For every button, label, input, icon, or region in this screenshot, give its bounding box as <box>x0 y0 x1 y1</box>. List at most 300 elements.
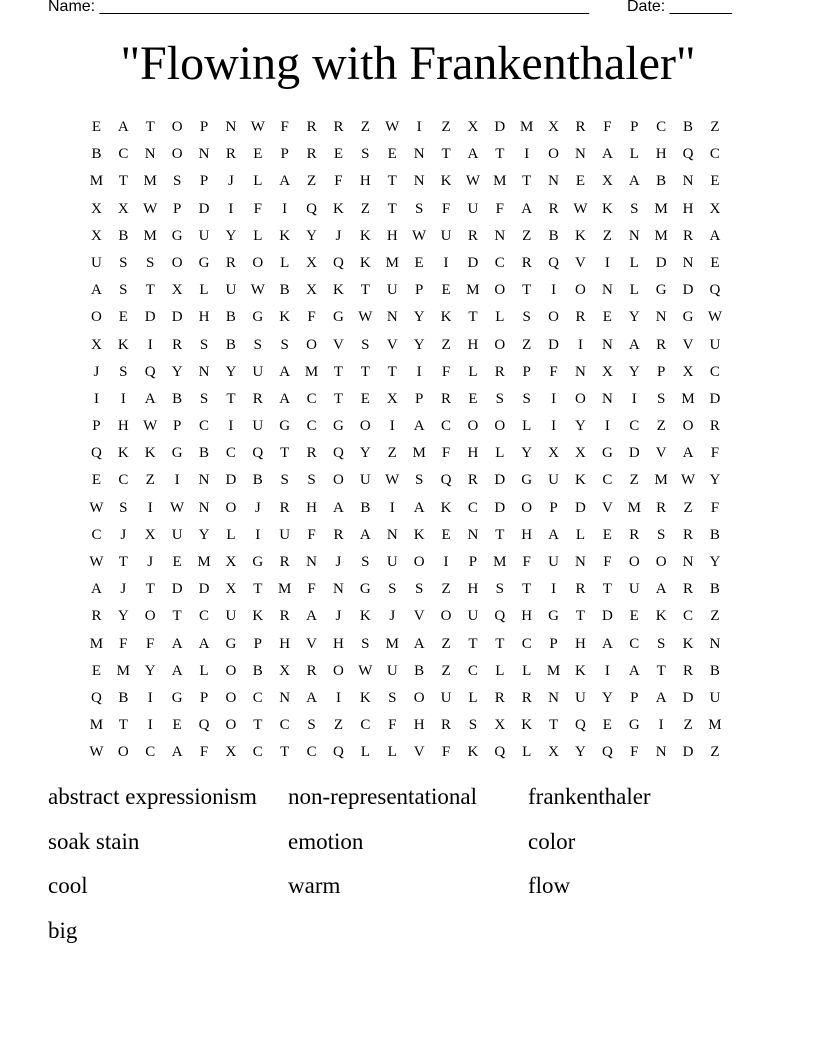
grid-letter: H <box>279 635 291 652</box>
grid-letter: X <box>225 554 237 570</box>
grid-letter: N <box>655 309 667 326</box>
grid-letter: Q <box>575 717 586 734</box>
grid-letter: Y <box>198 526 210 543</box>
grid-letter: W <box>170 499 185 516</box>
grid-letter: N <box>306 554 317 570</box>
grid-letter: P <box>172 418 182 435</box>
grid-letter: I <box>577 336 583 353</box>
grid-letter: N <box>575 554 586 570</box>
grid-letter: R <box>279 608 290 625</box>
grid-letter: T <box>360 282 370 299</box>
grid-letter: K <box>359 254 371 271</box>
grid-letter: X <box>575 445 586 462</box>
grid-letter: F <box>441 445 451 462</box>
grid-letter: U <box>575 689 586 706</box>
grid-letter: L <box>522 744 532 761</box>
grid-letter: T <box>522 581 532 598</box>
grid-letter: D <box>709 390 721 407</box>
grid-letter: N <box>709 635 721 652</box>
grid-letter: R <box>683 227 694 244</box>
grid-letter: N <box>575 146 586 163</box>
grid-letter: N <box>333 581 344 598</box>
grid-letter: S <box>656 390 666 407</box>
grid-letter: M <box>493 554 507 570</box>
grid-letter: O <box>628 554 640 570</box>
grid-letter: J <box>335 227 342 244</box>
grid-letter: C <box>360 717 371 734</box>
grid-letter: K <box>440 499 452 516</box>
grid-letter: R <box>252 390 263 407</box>
grid-letter: S <box>280 336 289 353</box>
grid-letter: L <box>629 146 639 163</box>
grid-letter: E <box>253 146 263 163</box>
grid-letter: L <box>522 662 532 679</box>
grid-letter: N <box>413 173 425 190</box>
grid-letter: B <box>683 119 694 135</box>
grid-letter: O <box>467 418 479 435</box>
grid-letter: R <box>629 526 640 543</box>
grid-letter: J <box>335 608 342 625</box>
grid-letter: A <box>359 526 371 543</box>
grid-letter: O <box>225 717 237 734</box>
grid-letter: H <box>333 635 344 652</box>
grid-letter: A <box>171 662 183 679</box>
grid-letter: T <box>226 390 236 407</box>
grid-letter: L <box>629 282 639 299</box>
grid-letter: W <box>680 472 696 489</box>
grid-letter: E <box>629 608 639 625</box>
grid-letter: Q <box>198 717 210 734</box>
grid-letter: F <box>307 526 316 543</box>
grid-letter: R <box>494 363 505 380</box>
grid-letter: E <box>172 554 182 570</box>
grid-letter: N <box>386 309 398 326</box>
grid-letter: Q <box>440 472 452 489</box>
grid-letter: W <box>385 119 400 135</box>
date-line: Date: _______ <box>627 0 732 15</box>
grid-letter: O <box>91 309 102 326</box>
grid-letter: U <box>440 227 452 244</box>
grid-letter: R <box>333 526 344 543</box>
grid-letter: T <box>280 445 290 462</box>
grid-letter: O <box>333 472 344 489</box>
grid-letter: D <box>548 336 559 353</box>
grid-letter: U <box>252 363 264 380</box>
grid-letter: A <box>91 282 102 299</box>
grid-letter: G <box>333 309 344 326</box>
grid-letter: I <box>443 554 449 570</box>
grid-letter: D <box>171 309 183 326</box>
grid-letter: Z <box>145 472 155 489</box>
grid-letter: M <box>493 173 507 190</box>
grid-letter: J <box>147 554 154 570</box>
grid-letter: H <box>359 173 371 190</box>
grid-letter: V <box>333 336 344 353</box>
grid-letter: K <box>359 227 371 244</box>
grid-letter: S <box>119 282 128 299</box>
grid-letter: V <box>386 336 398 353</box>
grid-letter: T <box>172 608 182 625</box>
grid-letter: G <box>171 445 183 462</box>
grid-letter: P <box>199 119 209 135</box>
grid-letter: Y <box>144 662 156 679</box>
grid-letter: C <box>441 418 452 435</box>
grid-letter: F <box>441 744 451 761</box>
grid-letter: I <box>389 418 395 435</box>
grid-letter: W <box>89 744 104 761</box>
grid-letter: K <box>333 282 344 299</box>
grid-letter: Q <box>306 200 317 217</box>
grid-letter: J <box>93 363 100 380</box>
grid-letter: V <box>413 608 425 625</box>
grid-letter: S <box>414 200 424 217</box>
grid-letter: C <box>225 445 236 462</box>
grid-letter: E <box>710 173 720 190</box>
grid-letter: D <box>198 200 210 217</box>
grid-letter: A <box>601 146 613 163</box>
grid-letter: A <box>682 445 694 462</box>
grid-letter: O <box>171 146 183 163</box>
grid-letter: N <box>386 526 398 543</box>
word-list-item: non-representational <box>288 784 478 809</box>
grid-letter: G <box>601 445 613 462</box>
grid-letter: G <box>252 554 264 570</box>
grid-letter: P <box>253 635 262 652</box>
grid-letter: W <box>250 119 265 135</box>
word-list-item: emotion <box>288 828 364 854</box>
grid-letter: V <box>601 499 613 516</box>
grid-letter: W <box>89 554 104 570</box>
grid-letter: L <box>522 418 532 435</box>
grid-letter: G <box>252 309 264 326</box>
grid-letter: D <box>225 472 237 489</box>
grid-letter: M <box>520 119 534 135</box>
grid-letter: R <box>91 608 102 625</box>
grid-letter: N <box>413 146 425 163</box>
grid-letter: N <box>655 744 667 761</box>
grid-letter: D <box>198 581 210 598</box>
grid-letter: T <box>253 717 263 734</box>
grid-letter: T <box>145 119 155 135</box>
grid-letter: U <box>709 336 721 353</box>
grid-letter: T <box>333 390 344 407</box>
grid-letter: F <box>280 119 289 135</box>
grid-letter: Q <box>548 254 559 271</box>
grid-letter: G <box>333 418 344 435</box>
grid-letter: N <box>198 363 210 380</box>
grid-letter: H <box>386 227 398 244</box>
grid-letter: B <box>709 662 720 679</box>
grid-letter: H <box>655 146 667 163</box>
grid-letter: S <box>361 146 370 163</box>
grid-letter: F <box>119 635 128 652</box>
grid-letter: Z <box>710 608 720 625</box>
grid-letter: Z <box>522 227 532 244</box>
grid-letter: Y <box>306 227 317 244</box>
grid-letter: H <box>682 200 694 217</box>
grid-letter: L <box>495 445 505 462</box>
word-list-item: color <box>528 828 576 854</box>
grid-letter: X <box>144 526 156 543</box>
header <box>48 0 748 20</box>
grid-letter: F <box>495 200 504 217</box>
grid-letter: L <box>280 254 290 271</box>
grid-letter: A <box>655 689 667 706</box>
grid-letter: G <box>655 282 667 299</box>
grid-letter: Y <box>709 554 721 570</box>
grid-letter: K <box>252 608 264 625</box>
grid-letter: X <box>548 445 559 462</box>
grid-letter: U <box>386 282 398 299</box>
grid-letter: T <box>360 363 370 380</box>
grid-letter: R <box>172 336 183 353</box>
grid-letter: F <box>549 363 558 380</box>
grid-letter: D <box>144 309 156 326</box>
grid-letter: O <box>144 608 156 625</box>
grid-letter: T <box>602 581 612 598</box>
grid-letter: D <box>171 581 183 598</box>
grid-letter: C <box>709 363 720 380</box>
grid-letter: R <box>656 499 667 516</box>
grid-letter: L <box>199 282 209 299</box>
grid-letter: F <box>710 445 720 462</box>
grid-letter: W <box>385 472 400 489</box>
grid-letter: Z <box>629 472 639 489</box>
grid-letter: G <box>359 581 371 598</box>
grid-letter: T <box>118 554 128 570</box>
grid-letter: T <box>333 363 344 380</box>
grid-letter: H <box>521 608 533 625</box>
grid-letter: F <box>603 119 612 135</box>
grid-letter: R <box>494 689 505 706</box>
grid-letter: S <box>119 363 128 380</box>
grid-letter: O <box>413 689 425 706</box>
grid-letter: O <box>548 309 559 326</box>
grid-letter: K <box>359 608 371 625</box>
grid-letter: E <box>91 662 102 679</box>
grid-letter: K <box>655 608 667 625</box>
grid-letter: C <box>709 146 720 163</box>
grid-letter: K <box>575 662 586 679</box>
grid-letter: N <box>601 390 613 407</box>
grid-letter: S <box>388 689 397 706</box>
grid-letter: O <box>440 608 452 625</box>
grid-letter: C <box>199 608 210 625</box>
grid-letter: U <box>91 254 102 271</box>
grid-letter: U <box>548 472 559 489</box>
grid-letter: F <box>388 717 397 734</box>
grid-letter: U <box>386 662 398 679</box>
grid-letter: T <box>468 635 478 652</box>
grid-letter: J <box>335 554 342 570</box>
grid-letter: T <box>549 717 559 734</box>
grid-letter: S <box>119 499 128 516</box>
grid-letter: P <box>172 200 182 217</box>
grid-letter: G <box>682 309 694 326</box>
grid-letter: K <box>440 309 452 326</box>
grid-letter: A <box>279 363 291 380</box>
grid-letter: F <box>441 200 451 217</box>
grid-letter: G <box>279 418 291 435</box>
grid-letter: Z <box>306 173 317 190</box>
grid-letter: K <box>467 744 479 761</box>
grid-letter: M <box>197 554 211 570</box>
grid-letter: M <box>708 717 722 734</box>
grid-letter: L <box>199 662 209 679</box>
grid-letter: K <box>521 717 533 734</box>
grid-letter: E <box>387 146 397 163</box>
grid-letter: N <box>279 689 291 706</box>
grid-letter: S <box>468 717 478 734</box>
grid-letter: B <box>225 309 236 326</box>
grid-letter: J <box>254 499 261 516</box>
grid-letter: U <box>198 227 210 244</box>
grid-letter: R <box>306 119 317 135</box>
grid-letter: M <box>412 445 426 462</box>
grid-letter: W <box>358 309 373 326</box>
grid-letter: C <box>145 744 156 761</box>
grid-letter: S <box>280 472 289 489</box>
grid-letter: K <box>601 200 613 217</box>
grid-letter: B <box>172 390 183 407</box>
grid-letter: F <box>630 744 639 761</box>
grid-letter: F <box>307 309 316 326</box>
grid-letter: K <box>413 526 425 543</box>
grid-letter: V <box>306 635 317 652</box>
grid-letter: L <box>226 526 236 543</box>
grid-letter: T <box>118 173 128 190</box>
grid-letter: I <box>524 146 530 163</box>
grid-letter: O <box>171 254 183 271</box>
grid-letter: S <box>495 390 504 407</box>
grid-letter: F <box>334 173 343 190</box>
grid-letter: B <box>225 336 236 353</box>
grid-letter: Z <box>333 717 344 734</box>
grid-letter: C <box>306 418 317 435</box>
grid-letter: P <box>468 554 478 570</box>
grid-letter: H <box>198 309 210 326</box>
grid-letter: Y <box>601 689 613 706</box>
grid-letter: E <box>602 717 612 734</box>
grid-letter: N <box>198 499 210 516</box>
grid-letter: K <box>144 445 156 462</box>
grid-letter: Q <box>333 254 344 271</box>
grid-letter: P <box>630 689 639 706</box>
grid-letter: C <box>306 390 317 407</box>
grid-letter: I <box>551 581 557 598</box>
grid-letter: N <box>628 227 640 244</box>
grid-letter: C <box>199 418 210 435</box>
grid-letter: O <box>548 146 559 163</box>
grid-letter: N <box>225 119 237 135</box>
grid-letter: M <box>546 662 561 679</box>
grid-letter: S <box>630 200 639 217</box>
grid-letter: M <box>385 254 399 271</box>
grid-letter: A <box>467 146 479 163</box>
grid-letter: F <box>307 581 316 598</box>
grid-letter: N <box>144 146 156 163</box>
grid-letter: Q <box>709 282 721 299</box>
grid-letter: A <box>601 635 613 652</box>
grid-letter: C <box>118 146 129 163</box>
grid-letter: M <box>89 635 104 652</box>
grid-letter: K <box>117 445 129 462</box>
page-title: "Flowing with Frankenthaler" <box>120 37 696 90</box>
grid-letter: K <box>575 472 586 489</box>
grid-letter: U <box>359 472 371 489</box>
grid-letter: T <box>441 146 451 163</box>
grid-letter: P <box>630 119 639 135</box>
grid-letter: F <box>146 635 155 652</box>
grid-letter: A <box>333 499 344 516</box>
grid-letter: X <box>467 119 479 135</box>
grid-letter: Z <box>683 499 693 516</box>
grid-letter: X <box>494 717 506 734</box>
grid-letter: H <box>413 717 425 734</box>
grid-letter: I <box>93 390 99 407</box>
grid-letter: L <box>629 254 639 271</box>
grid-letter: W <box>89 499 104 516</box>
grid-letter: A <box>521 200 533 217</box>
grid-letter: O <box>225 689 237 706</box>
grid-letter: Z <box>710 744 720 761</box>
grid-letter: J <box>227 173 234 190</box>
grid-letter: F <box>522 554 531 570</box>
grid-letter: T <box>468 309 478 326</box>
grid-letter: U <box>467 200 479 217</box>
grid-letter: T <box>387 200 397 217</box>
grid-letter: D <box>628 445 640 462</box>
grid-letter: I <box>174 472 180 489</box>
grid-letter: U <box>548 554 559 570</box>
grid-letter: Q <box>494 744 506 761</box>
grid-letter: O <box>494 282 506 299</box>
grid-letter: A <box>628 173 640 190</box>
grid-letter: X <box>306 254 317 271</box>
grid-letter: Y <box>413 336 425 353</box>
word-list-item: warm <box>288 873 341 898</box>
grid-letter: Y <box>628 363 640 380</box>
grid-letter: I <box>120 390 126 407</box>
grid-letter: P <box>549 635 558 652</box>
grid-letter: S <box>361 554 370 570</box>
grid-letter: E <box>172 717 182 734</box>
grid-letter: B <box>252 662 263 679</box>
grid-letter: N <box>467 526 479 543</box>
grid-letter: C <box>656 119 667 135</box>
grid-letter: T <box>253 581 263 598</box>
grid-letter: A <box>144 390 156 407</box>
grid-letter: B <box>252 472 263 489</box>
grid-letter: W <box>573 200 588 217</box>
grid-letter: A <box>117 119 129 135</box>
grid-letter: C <box>629 635 640 652</box>
grid-letter: A <box>306 689 317 706</box>
grid-letter: O <box>359 418 371 435</box>
grid-letter: Z <box>683 717 693 734</box>
grid-letter: O <box>655 554 667 570</box>
grid-letter: R <box>467 472 478 489</box>
grid-letter: S <box>522 309 531 326</box>
grid-letter: R <box>575 119 586 135</box>
grid-letter: N <box>682 173 694 190</box>
grid-letter: Y <box>117 608 129 625</box>
grid-letter: R <box>225 146 236 163</box>
grid-letter: A <box>628 336 640 353</box>
grid-letter: Z <box>441 119 451 135</box>
grid-letter: W <box>250 282 265 299</box>
grid-letter: Z <box>441 336 451 353</box>
